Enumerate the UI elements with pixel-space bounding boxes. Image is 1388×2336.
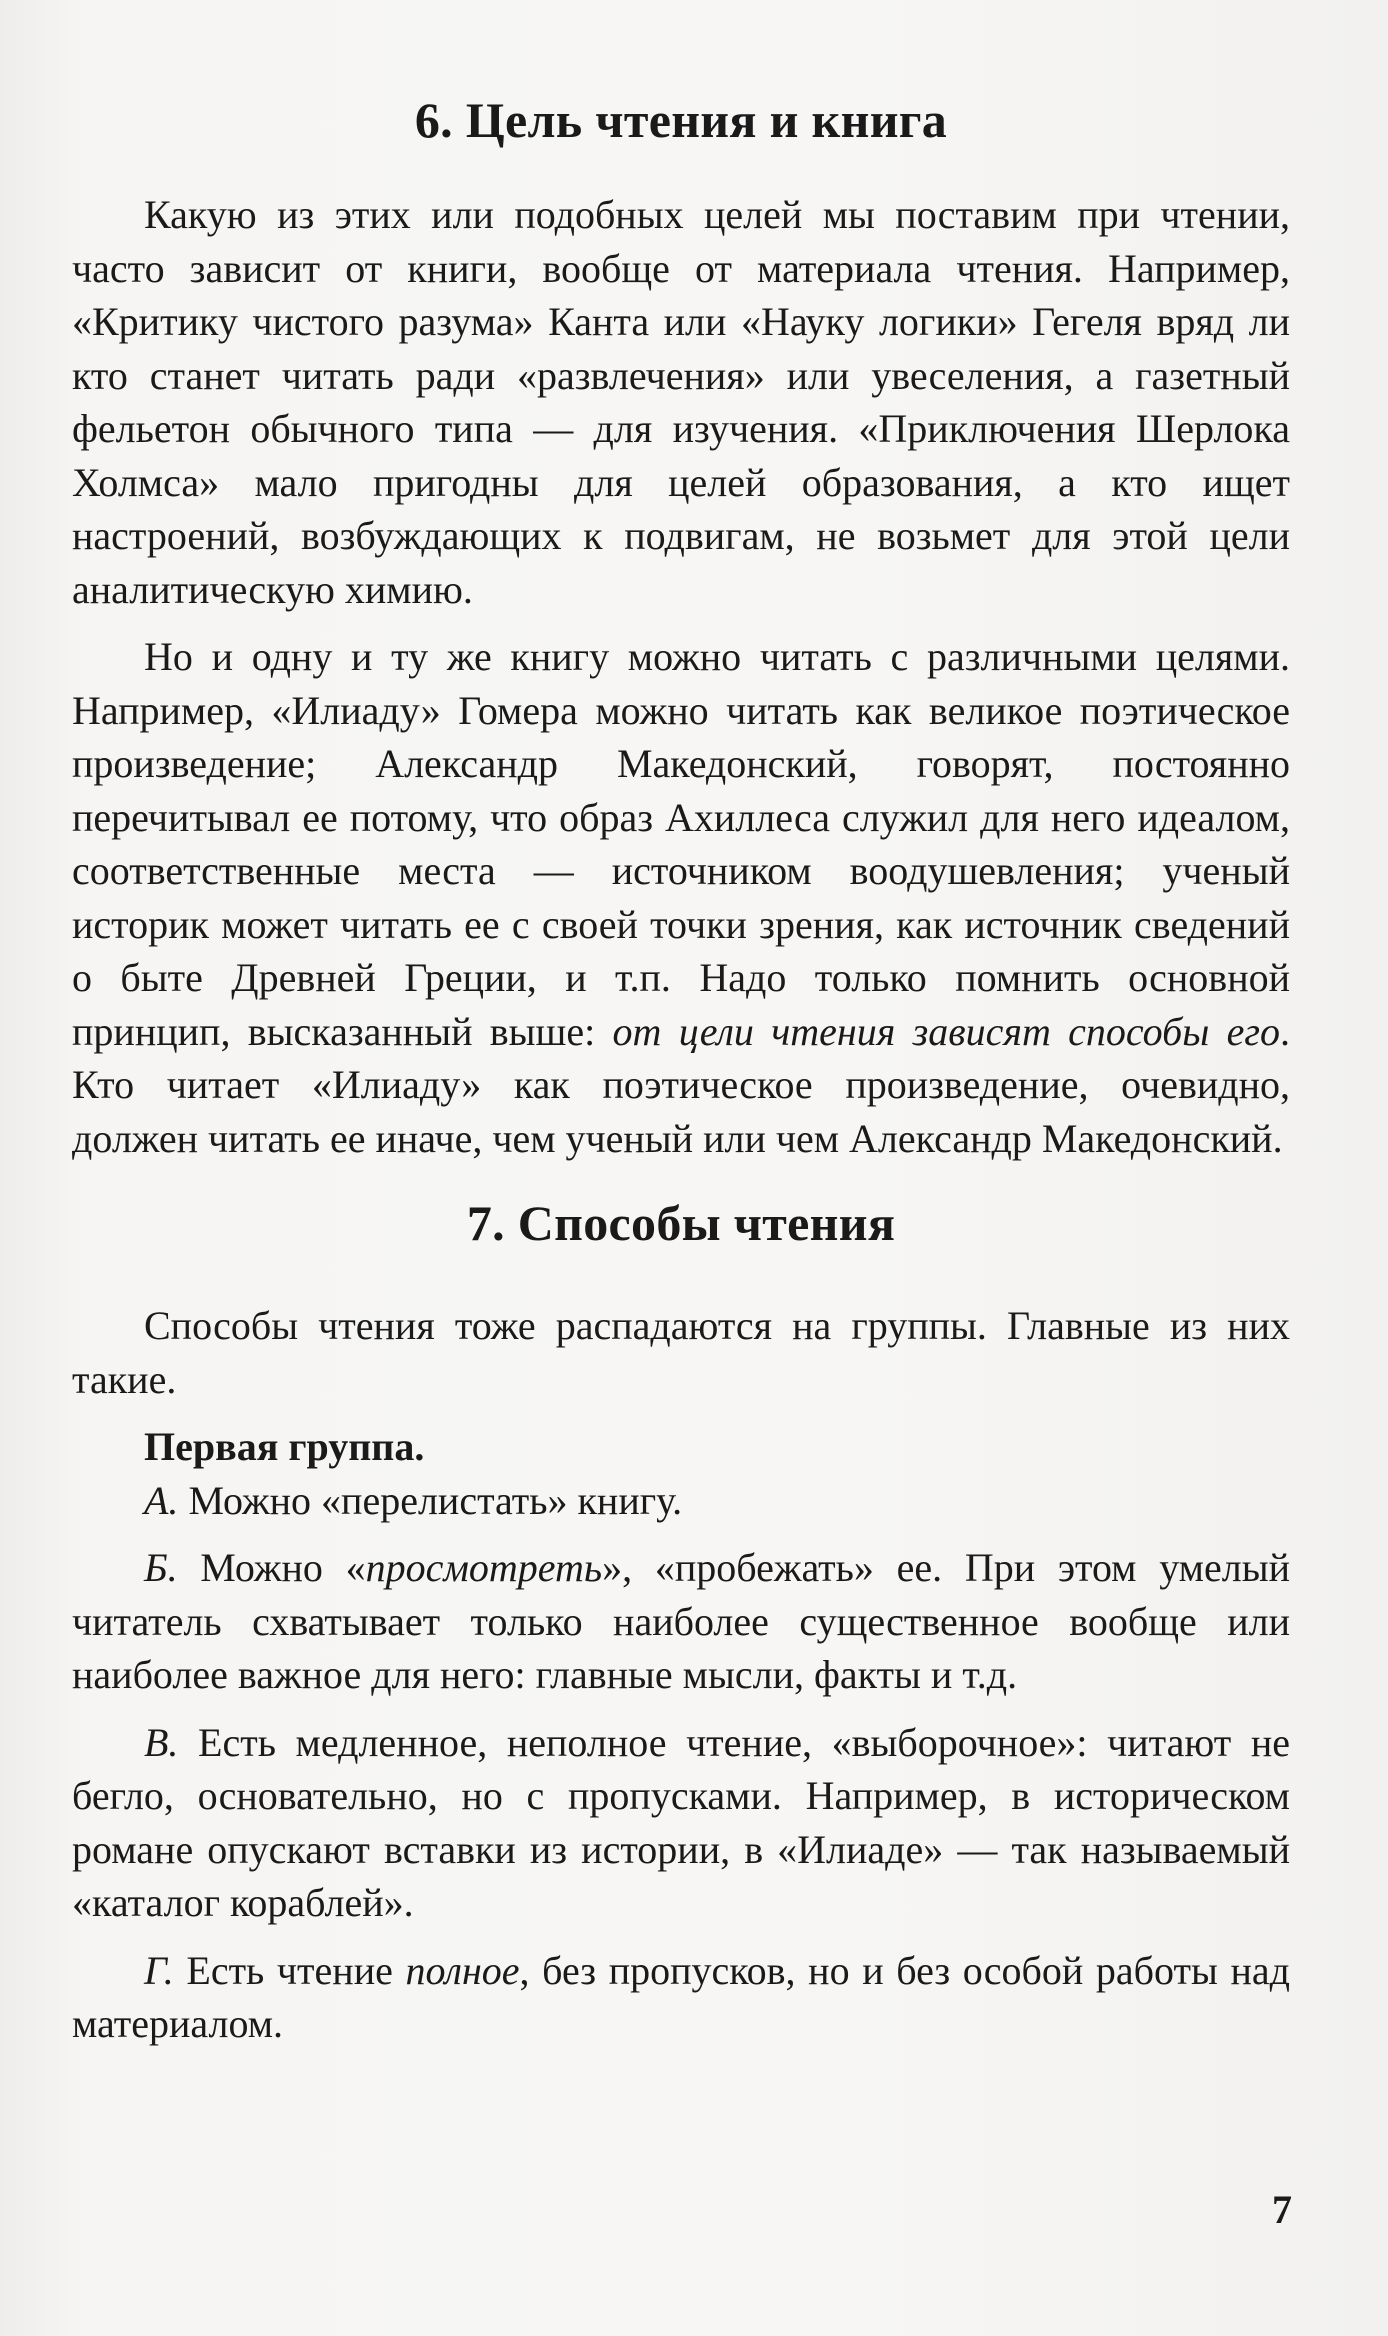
section-7-heading: 7. Способы чтения (466, 1195, 896, 1251)
item-b-letter: Б. (144, 1545, 178, 1590)
item-v-text: Есть медленное, неполное чтение, «выборочное»: читают не бегло, основательно, но с пропусками. Например, в историческом романе опускают вставки из истории, в «Илиаде» — так называемый «каталог кораблей». (72, 1719, 1290, 1925)
item-b (72, 1541, 1290, 1702)
group-label-line (72, 1420, 1290, 1474)
item-g-text: Есть чтение (173, 1947, 406, 1993)
page-content (72, 92, 1290, 2051)
item-a-text: Можно «перелистать» книгу. (178, 1477, 683, 1523)
group-label: Первая группа. (144, 1424, 425, 1469)
item-a-letter: А. (144, 1477, 179, 1523)
item-g-letter: Г. (144, 1947, 174, 1993)
item-v (72, 1716, 1290, 1930)
section-7-intro: Способы чтения тоже распадаются на группы. Главные из них такие. (72, 1303, 1290, 1402)
item-g-italic: полное (405, 1947, 520, 1993)
item-g-text-end: , без пропусков, но и без особой работы над материалом. (72, 1947, 1291, 2046)
item-g (72, 1944, 1290, 2051)
item-b-text: Можно « (177, 1545, 366, 1590)
page-number: 7 (1272, 2187, 1292, 2232)
paragraph-2-italic-principle: от цели чтения зависят способы его (612, 1008, 1280, 1054)
paragraph-2-text: Но и одну и ту же книгу можно читать с различными целями. Например, «Илиаду» Гомера можно читать как великое поэтическое произведение; Александр Македонский, говорят, постоянно перечитывал ее потому, что образ Ахиллеса служил для него идеалом, соответственные места — источником воодушевления; ученый историк может читать ее с своей точки зрения, как источник сведений о быте Древней Греции, и т.п. Надо только помнить основной принцип, высказанный выше: (72, 634, 1290, 1054)
section-6-heading: 6. Цель чтения и книга (414, 92, 948, 148)
item-a (72, 1474, 1290, 1528)
paragraph-2-text-end: . Кто читает «Илиаду» как поэтическое произведение, очевидно, должен читать ее иначе, чем ученый или чем Александр Македонский. (72, 1008, 1290, 1161)
section-6-paragraph-2 (72, 630, 1290, 1165)
item-v-letter: В. (144, 1719, 179, 1765)
item-b-italic: просмотреть (365, 1545, 603, 1590)
section-6-paragraph-1: Какую из этих или подобных целей мы поставим при чтении, часто зависит от книги, вообще от материала чтения. Например, «Критику чистого разума» Канта или «Науку логики» Гегеля вряд ли кто станет читать ради «развлечения» или увеселения, а газетный фельетон обычного типа — для изучения. «Приключения Шерлока Холмса» мало пригодны для целей образования, а кто ищет настроений, возбуждающих к подвигам, не возьмет для этой цели аналитическую химию. (72, 192, 1290, 612)
item-b-text-end: », «пробежать» ее. При этом умелый читатель схватывает только наиболее существенное вообще или наиболее важное для него: главные мысли, факты и т.д. (72, 1545, 1290, 1697)
